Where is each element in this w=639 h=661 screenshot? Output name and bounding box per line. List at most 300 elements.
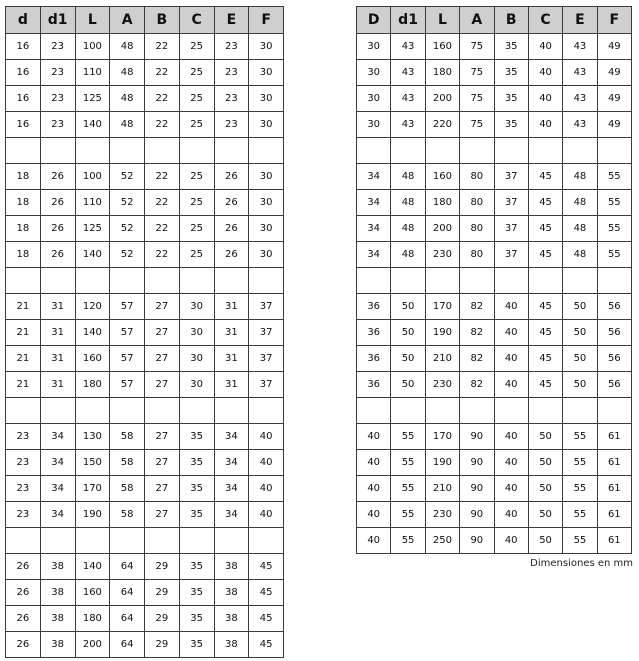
table-cell: 75 [460, 60, 494, 86]
table-cell: 140 [75, 554, 110, 580]
table-cell: 61 [597, 528, 631, 554]
table-cell: 26 [40, 164, 75, 190]
table-cell: 25 [179, 190, 214, 216]
table-cell: 82 [460, 320, 494, 346]
table-cell: 170 [425, 294, 459, 320]
table-cell: 31 [40, 372, 75, 398]
table-cell: 43 [563, 34, 597, 60]
table-cell: 82 [460, 372, 494, 398]
table-cell: 45 [528, 190, 562, 216]
table-cell: 34 [40, 424, 75, 450]
table-cell [249, 268, 284, 294]
table-cell: 80 [460, 190, 494, 216]
table-cell: 57 [110, 294, 145, 320]
table-body [6, 34, 284, 658]
table-cell: 31 [214, 320, 249, 346]
table-cell [40, 268, 75, 294]
table-cell: 180 [75, 606, 110, 632]
table-cell: 48 [563, 190, 597, 216]
table-cell: 37 [494, 242, 528, 268]
table-cell: 48 [110, 60, 145, 86]
table-cell: 35 [494, 34, 528, 60]
table-cell: 30 [357, 34, 391, 60]
table-cell [563, 268, 597, 294]
table-cell: 230 [425, 372, 459, 398]
table-cell: 30 [357, 60, 391, 86]
table-cell: 27 [145, 476, 180, 502]
table-row [6, 346, 284, 372]
table-cell: 30 [249, 164, 284, 190]
spacer-row [357, 138, 632, 164]
table-cell [563, 138, 597, 164]
table-row [357, 320, 632, 346]
table-cell: 75 [460, 112, 494, 138]
table-cell: 250 [425, 528, 459, 554]
table-cell: 31 [40, 294, 75, 320]
table-cell: 48 [391, 242, 425, 268]
table-cell: 160 [75, 346, 110, 372]
table-row [6, 476, 284, 502]
table-cell: 40 [528, 112, 562, 138]
table-cell: 35 [179, 606, 214, 632]
table-row [357, 372, 632, 398]
table-cell: 18 [6, 190, 41, 216]
table-cell: 21 [6, 320, 41, 346]
table-cell: 58 [110, 502, 145, 528]
table-cell [214, 398, 249, 424]
table-cell: 190 [425, 450, 459, 476]
table-cell: 200 [425, 216, 459, 242]
table-cell: 125 [75, 216, 110, 242]
table-cell: 55 [563, 502, 597, 528]
table-cell [214, 138, 249, 164]
table-cell: 180 [425, 190, 459, 216]
table-cell: 30 [249, 34, 284, 60]
table-cell: 29 [145, 606, 180, 632]
table-cell: 23 [214, 86, 249, 112]
table-cell: 31 [40, 346, 75, 372]
table-row [6, 34, 284, 60]
table-cell: 100 [75, 34, 110, 60]
table-cell: 23 [214, 34, 249, 60]
header-row [357, 7, 632, 34]
table-cell: 26 [214, 190, 249, 216]
table-cell: 55 [391, 476, 425, 502]
table-cell: 48 [110, 86, 145, 112]
table-cell: 55 [563, 424, 597, 450]
table-cell: 30 [249, 112, 284, 138]
table-cell: 55 [391, 502, 425, 528]
table-cell: 61 [597, 502, 631, 528]
table-cell: 40 [249, 476, 284, 502]
table-cell: 140 [75, 112, 110, 138]
table-cell [357, 268, 391, 294]
table-cell: 90 [460, 502, 494, 528]
table-cell: 38 [40, 580, 75, 606]
table-cell [110, 138, 145, 164]
table-cell: 45 [528, 294, 562, 320]
table-cell: 30 [179, 372, 214, 398]
table-cell: 45 [528, 216, 562, 242]
table-cell [528, 398, 562, 424]
units-note: Dimensiones en mm [530, 558, 633, 569]
table-cell: 40 [494, 528, 528, 554]
dimensions-table-right [356, 6, 632, 554]
table-row [6, 554, 284, 580]
table-row [357, 242, 632, 268]
column-header: B [494, 7, 528, 34]
table-cell: 22 [145, 34, 180, 60]
table-cell: 43 [563, 86, 597, 112]
table-cell [460, 138, 494, 164]
table-row [6, 450, 284, 476]
spacer-row [6, 528, 284, 554]
table-cell: 27 [145, 346, 180, 372]
table-cell: 26 [6, 554, 41, 580]
table-cell: 40 [494, 372, 528, 398]
table-cell: 43 [391, 86, 425, 112]
table-cell: 30 [357, 112, 391, 138]
table-cell: 36 [357, 320, 391, 346]
table-cell: 25 [179, 242, 214, 268]
table-cell: 90 [460, 528, 494, 554]
table-cell: 30 [357, 86, 391, 112]
table-cell: 18 [6, 164, 41, 190]
table-cell: 22 [145, 190, 180, 216]
table-cell: 30 [249, 216, 284, 242]
table-cell: 23 [6, 424, 41, 450]
table-cell: 22 [145, 86, 180, 112]
table-cell [357, 398, 391, 424]
table-cell: 36 [357, 372, 391, 398]
table-cell: 55 [597, 242, 631, 268]
table-cell: 40 [528, 34, 562, 60]
table-cell: 56 [597, 346, 631, 372]
table-cell: 50 [528, 424, 562, 450]
table-cell [110, 528, 145, 554]
table-cell [249, 138, 284, 164]
table-cell: 40 [357, 450, 391, 476]
table-cell: 26 [40, 242, 75, 268]
table-cell: 61 [597, 450, 631, 476]
table-cell: 25 [179, 34, 214, 60]
table-cell: 40 [249, 450, 284, 476]
table-cell: 75 [460, 34, 494, 60]
table-cell: 35 [179, 424, 214, 450]
table-cell: 29 [145, 580, 180, 606]
table-cell [528, 138, 562, 164]
table-cell: 26 [6, 632, 41, 658]
table-cell: 160 [425, 34, 459, 60]
table-row [6, 60, 284, 86]
table-cell: 40 [494, 294, 528, 320]
table-cell: 55 [597, 216, 631, 242]
table-cell [597, 138, 631, 164]
table-cell: 40 [357, 476, 391, 502]
table-cell: 56 [597, 372, 631, 398]
table-cell: 18 [6, 242, 41, 268]
table-cell [145, 268, 180, 294]
table-cell: 55 [563, 450, 597, 476]
table-cell: 40 [494, 424, 528, 450]
table-cell [494, 268, 528, 294]
table-cell [75, 528, 110, 554]
table-cell: 43 [391, 112, 425, 138]
table-cell [391, 398, 425, 424]
spacer-row [357, 398, 632, 424]
table-cell: 22 [145, 60, 180, 86]
table-cell: 75 [460, 86, 494, 112]
column-header: D [357, 7, 391, 34]
column-header: E [214, 7, 249, 34]
table-cell [391, 138, 425, 164]
table-row [357, 476, 632, 502]
table-cell: 35 [179, 450, 214, 476]
table-cell: 45 [249, 580, 284, 606]
table-cell: 230 [425, 242, 459, 268]
table-cell: 35 [494, 60, 528, 86]
table-row [357, 112, 632, 138]
table-cell: 190 [75, 502, 110, 528]
table-cell: 49 [597, 34, 631, 60]
table-cell: 61 [597, 476, 631, 502]
table-cell: 64 [110, 580, 145, 606]
column-header: F [597, 7, 631, 34]
table-cell [110, 398, 145, 424]
table-cell: 57 [110, 346, 145, 372]
table-row [6, 242, 284, 268]
table-cell: 21 [6, 372, 41, 398]
table-cell: 50 [528, 476, 562, 502]
column-header: E [563, 7, 597, 34]
table-cell: 25 [179, 112, 214, 138]
table-cell: 160 [425, 164, 459, 190]
table-cell [6, 138, 41, 164]
table-cell: 38 [214, 632, 249, 658]
table-cell: 26 [40, 216, 75, 242]
table-cell: 43 [391, 60, 425, 86]
table-cell: 40 [357, 528, 391, 554]
column-header: C [179, 7, 214, 34]
table-cell: 50 [563, 294, 597, 320]
table-cell: 110 [75, 60, 110, 86]
table-cell: 90 [460, 424, 494, 450]
table-cell: 48 [563, 164, 597, 190]
table-cell: 52 [110, 242, 145, 268]
table-row [6, 372, 284, 398]
table-cell: 30 [249, 242, 284, 268]
table-cell: 48 [563, 216, 597, 242]
table-cell: 125 [75, 86, 110, 112]
table-cell: 27 [145, 320, 180, 346]
table-cell: 23 [214, 60, 249, 86]
table-cell: 38 [214, 580, 249, 606]
table-cell: 50 [563, 320, 597, 346]
table-cell: 37 [494, 164, 528, 190]
table-cell: 23 [6, 450, 41, 476]
table-cell: 40 [357, 502, 391, 528]
table-cell: 140 [75, 242, 110, 268]
table-cell [425, 268, 459, 294]
table-cell [40, 398, 75, 424]
column-header: A [110, 7, 145, 34]
table-cell: 170 [425, 424, 459, 450]
table-cell: 90 [460, 476, 494, 502]
table-row [6, 632, 284, 658]
column-header: C [528, 7, 562, 34]
table-cell: 35 [179, 554, 214, 580]
table-cell: 37 [249, 372, 284, 398]
table-cell: 35 [179, 632, 214, 658]
table-cell: 210 [425, 476, 459, 502]
table-row [6, 112, 284, 138]
table-cell: 30 [249, 86, 284, 112]
table-cell: 52 [110, 190, 145, 216]
table-cell: 58 [110, 424, 145, 450]
table-cell: 52 [110, 164, 145, 190]
table-cell: 27 [145, 450, 180, 476]
column-header: B [145, 7, 180, 34]
table-row [357, 450, 632, 476]
table-cell: 52 [110, 216, 145, 242]
table-cell: 58 [110, 476, 145, 502]
table-cell: 34 [214, 502, 249, 528]
table-cell: 29 [145, 632, 180, 658]
table-cell: 64 [110, 606, 145, 632]
table-cell: 38 [214, 606, 249, 632]
table-cell: 37 [494, 190, 528, 216]
table-cell: 25 [179, 60, 214, 86]
table-cell: 50 [391, 294, 425, 320]
table-cell: 150 [75, 450, 110, 476]
table-cell: 55 [391, 424, 425, 450]
table-cell: 30 [179, 346, 214, 372]
table-cell: 55 [597, 164, 631, 190]
table-cell: 140 [75, 320, 110, 346]
table-cell: 50 [563, 346, 597, 372]
table-cell: 34 [40, 450, 75, 476]
spacer-row [6, 398, 284, 424]
table-cell: 29 [145, 554, 180, 580]
table-row [6, 502, 284, 528]
table-cell: 25 [179, 86, 214, 112]
table-header [6, 7, 284, 34]
table-cell: 43 [391, 34, 425, 60]
table-cell: 35 [494, 112, 528, 138]
dimensions-table-left [5, 6, 284, 658]
table-cell: 34 [214, 450, 249, 476]
table-cell: 40 [494, 346, 528, 372]
table-cell: 55 [597, 190, 631, 216]
table-cell [6, 398, 41, 424]
table-cell: 22 [145, 242, 180, 268]
table-row [357, 528, 632, 554]
table-cell [6, 528, 41, 554]
table-row [357, 346, 632, 372]
table-row [6, 606, 284, 632]
table-row [6, 86, 284, 112]
table-row [357, 216, 632, 242]
table-cell [40, 138, 75, 164]
table-cell: 16 [6, 112, 41, 138]
table-cell: 120 [75, 294, 110, 320]
table-cell [460, 268, 494, 294]
table-cell: 22 [145, 216, 180, 242]
table-cell [179, 398, 214, 424]
table-cell: 26 [6, 606, 41, 632]
table-cell: 38 [40, 632, 75, 658]
table-cell: 50 [528, 502, 562, 528]
table-cell: 27 [145, 424, 180, 450]
table-cell: 35 [179, 476, 214, 502]
table-body [357, 34, 632, 554]
table-cell: 37 [249, 294, 284, 320]
table-cell: 36 [357, 294, 391, 320]
table-cell: 55 [391, 528, 425, 554]
table-cell [494, 398, 528, 424]
table-cell: 40 [249, 424, 284, 450]
table-row [6, 216, 284, 242]
table-cell: 50 [391, 372, 425, 398]
table-cell: 45 [528, 372, 562, 398]
table-cell: 16 [6, 34, 41, 60]
table-cell: 34 [357, 216, 391, 242]
column-header: d [6, 7, 41, 34]
table-cell [597, 268, 631, 294]
table-cell: 180 [75, 372, 110, 398]
table-cell: 45 [249, 606, 284, 632]
table-cell [145, 528, 180, 554]
table-cell: 61 [597, 424, 631, 450]
table-header [357, 7, 632, 34]
table-cell: 57 [110, 372, 145, 398]
table-cell: 200 [75, 632, 110, 658]
table-row [357, 190, 632, 216]
table-cell [425, 398, 459, 424]
table-cell: 34 [357, 190, 391, 216]
column-header: A [460, 7, 494, 34]
table-cell: 38 [214, 554, 249, 580]
table-cell: 48 [391, 216, 425, 242]
table-cell: 45 [528, 164, 562, 190]
table-cell: 27 [145, 372, 180, 398]
table-cell: 37 [494, 216, 528, 242]
table-cell: 31 [40, 320, 75, 346]
table-row [357, 60, 632, 86]
table-cell [145, 398, 180, 424]
table-cell: 55 [563, 528, 597, 554]
table-cell: 40 [528, 60, 562, 86]
table-cell: 80 [460, 242, 494, 268]
table-cell: 220 [425, 112, 459, 138]
table-cell [75, 138, 110, 164]
table-cell: 26 [214, 164, 249, 190]
table-cell [75, 268, 110, 294]
column-header: F [249, 7, 284, 34]
table-cell: 45 [528, 346, 562, 372]
table-cell: 80 [460, 216, 494, 242]
spacer-row [357, 268, 632, 294]
table-cell: 34 [214, 424, 249, 450]
table-cell: 31 [214, 294, 249, 320]
table-cell: 190 [425, 320, 459, 346]
table-cell: 43 [563, 60, 597, 86]
table-cell: 180 [425, 60, 459, 86]
table-cell: 110 [75, 190, 110, 216]
table-cell: 26 [214, 216, 249, 242]
table-cell: 58 [110, 450, 145, 476]
table-cell [145, 138, 180, 164]
